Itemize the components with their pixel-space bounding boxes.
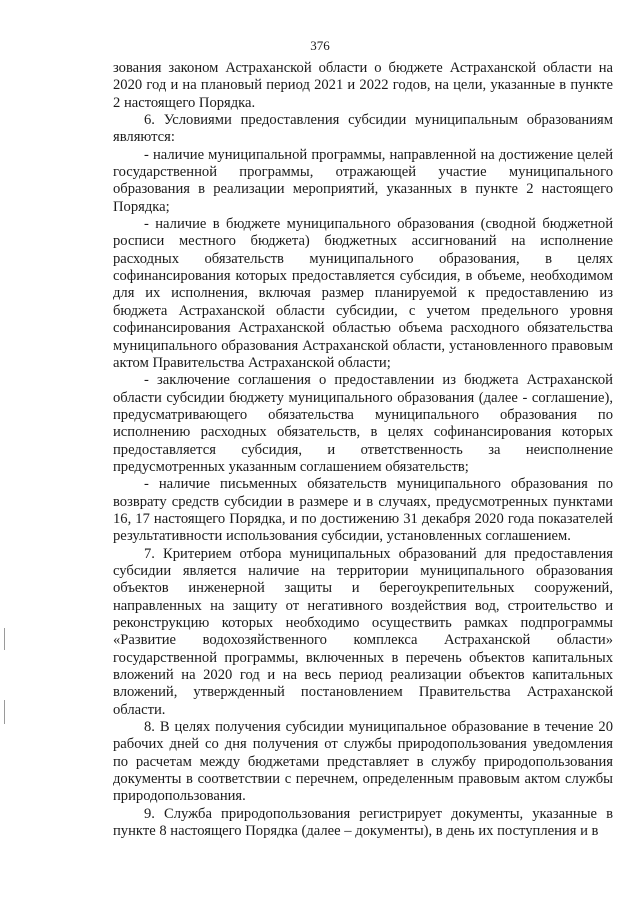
scan-margin-mark [4, 628, 5, 650]
paragraph-item-9: 9. Служба природопользования регистрирует документы, указанные в пункте 8 настоящего Порядка (далее – документы), в день их поступления и в [113, 805, 613, 840]
paragraph-continuation: зования законом Астраханской области о бюджете Астраханской области на 2020 год и на плановый период 2021 и 2022 годов, на цели, указанные в пункте 2 настоящего Порядка. [113, 60, 613, 111]
paragraph-item-7: 7. Критерием отбора муниципальных образований для предоставления субсидии является наличие на территории муниципального образования объектов инженерной защиты и берегоукрепительных сооружений, направленных на защиту от негативного воздействия вод, строительство и реконструкцию которых необходимо осуществить рамках подпрограммы «Развитие водохозяйственного комплекса Астраханской области» государственной программы, включенных в перечень объектов капитальных вложений на 2020 год и на весь период реализации объектов капитальных вложений, утвержденный постановлением Правительства Астраханской области. [113, 545, 613, 718]
document-body [113, 60, 613, 840]
page-number: 376 [310, 38, 330, 53]
scan-margin-mark [4, 700, 5, 724]
paragraph-item-8: 8. В целях получения субсидии муниципальное образование в течение 20 рабочих дней со дня получения от службы природопользования уведомления по расчетам между бюджетами представляет в службу природопользования документы в соответствии с перечнем, определенным правовым актом службы природопользования. [113, 719, 613, 805]
paragraph-condition-obligations: - наличие письменных обязательств муниципального образования по возврату средств субсидии в размере и в случаях, предусмотренных пунктами 16, 17 настоящего Порядка, и по достижению 31 декабря 2020 года показателей результативности использования субсидии, установленных соглашением. [113, 476, 613, 545]
paragraph-condition-budget: - наличие в бюджете муниципального образования (сводной бюджетной росписи местного бюджета) бюджетных ассигнований на исполнение расходных обязательств муниципального образования, в целях софинансирования которых предоставляется субсидия, в объеме, необходимом для их исполнения, включая размер планируемой к предоставлению из бюджета Астраханской области субсидии, с учетом предельного уровня софинансирования Астраханской областью объема расходного обязательства муниципального образования Астраханской области, установленного правовым актом Правительства Астраханской области; [113, 216, 613, 371]
paragraph-condition-agreement: - заключение соглашения о предоставлении из бюджета Астраханской области субсидии бюджету муниципального образования (далее - соглашение), предусматривающего обязательства муниципального образования по исполнению расходных обязательств, в целях софинансирования которых предоставляется субсидия, и ответственность за неисполнение предусмотренных указанным соглашением обязательств; [113, 372, 613, 475]
paragraph-condition-program: - наличие муниципальной программы, направленной на достижение целей государственной программы, отражающей участие муниципального образования в реализации мероприятий, указанных в пункте 2 настоящего Порядка; [113, 146, 613, 215]
paragraph-item-6: 6. Условиями предоставления субсидии муниципальным образованиям являются: [113, 112, 613, 146]
